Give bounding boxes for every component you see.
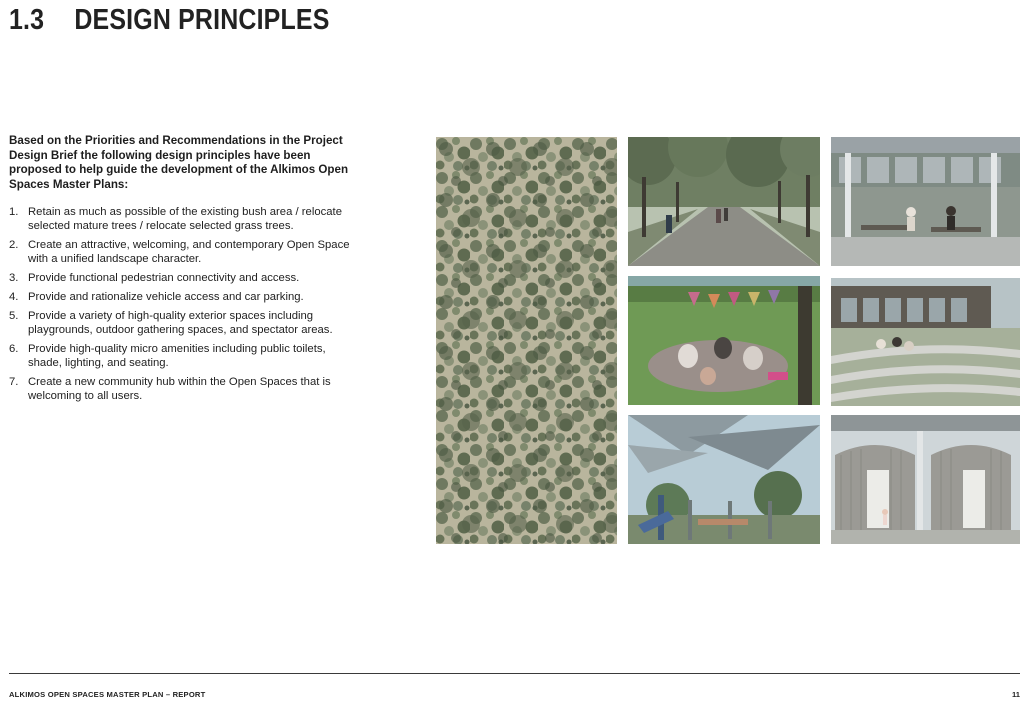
section-number: 1.3 — [9, 4, 45, 36]
section-title: DESIGN PRINCIPLES — [74, 4, 330, 36]
principle-text: Provide high-quality micro amenities including public toilets, shade, lighting, and seating. — [28, 342, 326, 369]
principle-text: Provide and rationalize vehicle access and car parking. — [28, 290, 304, 303]
intro-paragraph: Based on the Priorities and Recommendations in the Project Design Brief the following design principles have been proposed to help guide the development of the Alkimos Open Spaces Master Plans: — [9, 134, 349, 191]
photo-public-toilets — [831, 415, 1020, 544]
principle-number: 2. — [9, 239, 19, 251]
photo-amphitheatre-seating — [831, 278, 1020, 406]
principle-text: Provide a variety of high-quality exterior spaces including playgrounds, outdoor gathering spaces, and spectator areas. — [28, 309, 333, 336]
principle-number: 5. — [9, 309, 19, 322]
principle-number: 3. — [9, 272, 19, 284]
principle-number: 4. — [9, 290, 19, 303]
principle-text: Create a new community hub within the Open Spaces that is welcoming to all users. — [28, 375, 331, 402]
principle-text: Retain as much as possible of the existing bush area / relocate selected mature trees / relocate selected grass trees. — [28, 206, 342, 233]
photo-pavilion-tables — [831, 137, 1020, 266]
photo-aerial-bushland — [436, 137, 617, 544]
photo-picnic-gathering — [628, 276, 820, 405]
principle-text: Provide functional pedestrian connectivity and access. — [28, 272, 300, 284]
photo-tree-lined-path — [628, 137, 820, 266]
footer-document-title: ALKIMOS OPEN SPACES MASTER PLAN – REPORT — [9, 690, 206, 699]
principle-number: 7. — [9, 375, 19, 388]
photo-shaded-playground — [628, 415, 820, 544]
principle-number: 1. — [9, 206, 19, 218]
principle-text: Create an attractive, welcoming, and contemporary Open Space with a unified landscape character. — [28, 239, 350, 266]
footer-divider — [9, 673, 1020, 674]
page-number: 11 — [1011, 690, 1020, 699]
principle-number: 6. — [9, 342, 19, 355]
